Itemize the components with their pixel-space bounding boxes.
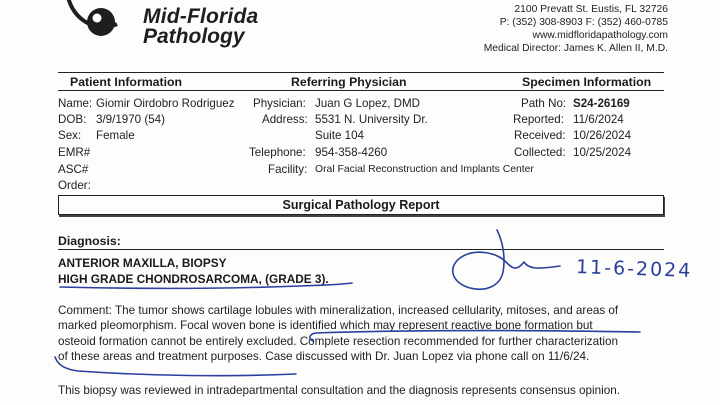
report-title-box (58, 195, 664, 215)
comment-block (58, 303, 664, 365)
diagnosis-result: HIGH GRADE CHONDROSARCOMA, (GRADE 3). (58, 272, 329, 286)
patient-name-label: Name: (58, 97, 93, 110)
lab-medical-director: Medical Director: James K. Allen II, M.D. (483, 43, 668, 54)
handwritten-date: 11-6-2024 (575, 255, 693, 283)
path-no: S24-26169 (573, 97, 630, 110)
header-rule-top (58, 72, 664, 73)
report-title: Surgical Pathology Report (282, 198, 440, 212)
physician-address-line2: Suite 104 (315, 129, 364, 142)
comment-line: of these areas and treatment purposes. Case discussed with Dr. Juan Lopez via phone call on 11/6/24. (58, 350, 590, 364)
specimen-info-header: Specimen Information (522, 75, 652, 89)
path-no-label: Path No: (521, 97, 567, 110)
patient-dob-label: DOB: (58, 113, 87, 126)
patient-asc-label: ASC# (58, 163, 89, 176)
lab-contact-block (484, 3, 668, 55)
physician-telephone: 954-358-4260 (315, 146, 388, 159)
patient-info-header: Patient Information (70, 75, 183, 89)
physician-telephone-label: Telephone: (249, 146, 306, 159)
diagnosis-rule (58, 249, 664, 250)
physician-label: Physician: (253, 97, 306, 110)
lab-logo-icon (55, 0, 135, 40)
referring-physician-header: Referring Physician (291, 75, 407, 89)
comment-line: osteoid formation cannot be entirely excluded. Complete resection recommended for further characterization (58, 334, 618, 348)
consensus-statement: This biopsy was reviewed in intradepartmental consultation and the diagnosis represents consensus opinion. (58, 384, 620, 397)
facility-name: Oral Facial Reconstruction and Implants Center (315, 164, 534, 175)
patient-sex-label: Sex: (58, 129, 82, 142)
lab-website: www.midfloridapathology.com (532, 30, 668, 41)
physician-name: Juan G Lopez, DMD (315, 97, 421, 110)
received-label: Received: (514, 129, 566, 142)
facility-label: Facility: (268, 163, 308, 176)
patient-emr-label: EMR# (58, 146, 91, 159)
physician-address-label: Address: (262, 113, 308, 126)
reported-date: 11/6/2024 (573, 113, 624, 126)
lab-name-line1: Mid-Florida (143, 5, 259, 28)
header-rule-bottom (58, 90, 664, 91)
comment-line: Comment: The tumor shows cartilage lobules with mineralization, increased cellularity, mitoses, and areas of (58, 304, 619, 317)
collected-label: Collected: (514, 146, 566, 159)
received-date: 10/26/2024 (573, 129, 632, 142)
signature-stroke (453, 230, 560, 289)
lab-phone-fax: P: (352) 308-8903 F: (352) 460-0785 (499, 17, 668, 28)
reported-label: Reported: (513, 113, 564, 126)
patient-order-label: Order: (58, 179, 91, 192)
collected-date: 10/25/2024 (573, 146, 632, 159)
diagnosis-label: Diagnosis: (58, 234, 121, 248)
lab-name-line2: Pathology (143, 25, 245, 48)
comment-line: marked pleomorphism. Focal woven bone is identified which may represent reactive bone formation but (58, 319, 593, 333)
lab-address: 2100 Prevatt St. Eustis, FL 32726 (514, 4, 668, 15)
patient-name: Giomir Oirdobro Rodriguez (96, 97, 235, 110)
physician-address-line1: 5531 N. University Dr. (315, 113, 428, 126)
diagnosis-site: ANTERIOR MAXILLA, BIOPSY (58, 256, 227, 270)
patient-sex: Female (96, 129, 135, 142)
patient-dob: 3/9/1970 (54) (96, 113, 165, 126)
